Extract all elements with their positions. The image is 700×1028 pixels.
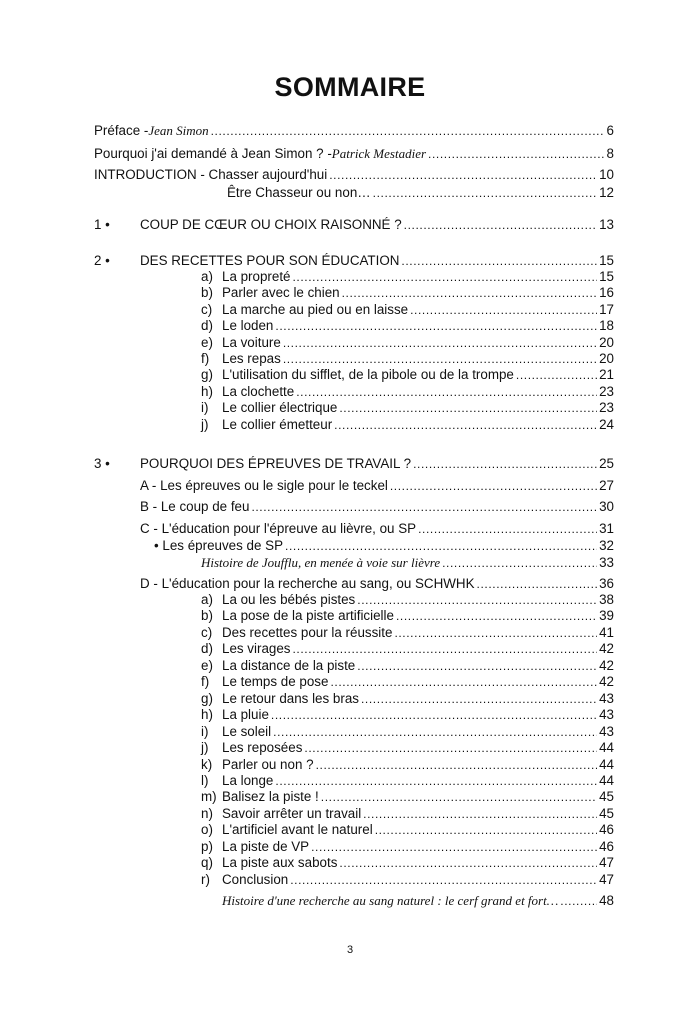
entry-label: C - L'éducation pour l'épreuve au lièvre, ou SP — [140, 521, 417, 536]
toc-item — [222, 706, 614, 723]
chapter-number: 3 • — [94, 456, 110, 471]
item-letter: j) — [201, 740, 209, 756]
entry-label: A - Les épreuves ou le sigle pour le teckel — [140, 478, 388, 493]
entry-label: Le collier émetteur — [222, 416, 333, 432]
toc-section-a — [140, 477, 614, 494]
toc-chapter-1 — [140, 216, 614, 233]
entry-page: 36 — [599, 576, 614, 591]
dot-leader — [311, 839, 597, 856]
dot-leader — [329, 167, 597, 184]
item-letter: i) — [201, 723, 209, 739]
entry-label: La ou les bébés pistes — [222, 592, 356, 607]
toc-item — [222, 788, 614, 805]
entry-page: 39 — [599, 608, 614, 624]
toc-item — [222, 301, 614, 318]
entry-page: 27 — [599, 478, 614, 493]
item-letter: b) — [201, 285, 213, 301]
dot-leader — [271, 707, 597, 724]
entry-page: 24 — [599, 416, 614, 432]
dot-leader — [285, 538, 597, 555]
item-letter: c) — [201, 624, 213, 640]
entry-label: Le loden — [222, 318, 274, 334]
item-letter: f) — [201, 674, 210, 690]
entry-author: Patrick Mestadier — [331, 146, 427, 161]
entry-label: L'utilisation du sifflet, de la pibole ou de la trompe — [222, 367, 514, 383]
item-letter: g) — [201, 367, 213, 383]
toc-story-joufflu — [201, 554, 614, 571]
toc-item — [222, 640, 614, 657]
item-letter: a) — [201, 269, 213, 284]
entry-page: 17 — [599, 301, 614, 317]
item-letter: c) — [201, 301, 213, 317]
dot-leader — [211, 123, 605, 140]
toc-section-c — [140, 520, 614, 537]
entry-label: La voiture — [222, 334, 281, 350]
item-letter: b) — [201, 608, 213, 624]
entry-page: 8 — [606, 146, 614, 161]
entry-page: 31 — [599, 521, 614, 536]
toc-entry-etre-chasseur — [227, 184, 614, 201]
item-letter: l) — [201, 772, 209, 788]
entry-page: 48 — [599, 893, 614, 908]
entry-page: 46 — [599, 838, 614, 854]
entry-label: Préface - — [94, 123, 149, 138]
toc-item — [222, 624, 614, 641]
dot-leader — [390, 478, 597, 495]
entry-page: 21 — [599, 367, 614, 383]
entry-label: Balisez la piste ! — [222, 789, 319, 805]
entry-page: 32 — [599, 538, 614, 553]
entry-page: 18 — [599, 318, 614, 334]
entry-label: Des recettes pour la réussite — [222, 624, 393, 640]
item-letter: h) — [201, 383, 213, 399]
toc-item — [222, 350, 614, 367]
toc-item — [222, 673, 614, 690]
toc-item — [222, 723, 614, 740]
item-letter: d) — [201, 318, 213, 334]
dot-leader — [428, 146, 605, 163]
entry-label: Les repas — [222, 351, 281, 366]
toc-item — [222, 399, 614, 416]
entry-page: 33 — [599, 555, 614, 570]
toc-item — [222, 317, 614, 334]
toc-item — [222, 805, 614, 822]
entry-label: La longe — [222, 772, 274, 788]
toc-item — [222, 854, 614, 871]
entry-page: 13 — [599, 217, 614, 232]
entry-label: Parler ou non ? — [222, 756, 314, 772]
dot-leader — [442, 555, 597, 572]
toc-story-cerf — [222, 892, 614, 909]
entry-page: 16 — [599, 285, 614, 301]
entry-page: 15 — [599, 269, 614, 284]
entry-label: La piste aux sabots — [222, 855, 338, 871]
dot-leader — [316, 757, 598, 774]
dot-leader — [363, 806, 597, 823]
item-letter: r) — [201, 871, 210, 887]
item-letter: a) — [201, 592, 213, 607]
toc-item — [222, 657, 614, 674]
dot-leader — [321, 789, 597, 806]
entry-page: 6 — [606, 123, 614, 138]
entry-label: Histoire de Joufflu, en menée à voie sur lièvre — [201, 555, 441, 570]
dot-leader — [304, 740, 597, 757]
entry-label: Le collier électrique — [222, 400, 338, 416]
entry-author: Jean Simon — [148, 123, 209, 138]
entry-page: 45 — [599, 805, 614, 821]
entry-label: POURQUOI DES ÉPREUVES DE TRAVAIL ? — [140, 456, 412, 471]
entry-label: La piste de VP — [222, 838, 310, 854]
toc-item — [222, 591, 614, 608]
entry-label: La distance de la piste — [222, 657, 356, 673]
entry-label: Le soleil — [222, 723, 272, 739]
entry-page: 46 — [599, 822, 614, 838]
entry-label: Le temps de pose — [222, 674, 329, 690]
dot-leader — [357, 592, 597, 609]
entry-page: 43 — [599, 723, 614, 739]
dot-leader — [560, 893, 597, 910]
dot-leader — [275, 773, 597, 790]
entry-label: Le retour dans les bras — [222, 690, 359, 706]
dot-leader — [273, 724, 597, 741]
entry-page: 10 — [599, 167, 614, 182]
entry-page: 23 — [599, 400, 614, 416]
toc-section-b — [140, 498, 614, 515]
entry-label: D - L'éducation pour la recherche au sang, ou SCHWHK — [140, 576, 475, 591]
entry-label: Les virages — [222, 641, 291, 657]
entry-page: 44 — [599, 756, 614, 772]
item-letter: f) — [201, 351, 210, 366]
entry-label: La clochette — [222, 383, 295, 399]
entry-page: 42 — [599, 657, 614, 673]
page-number: 3 — [346, 944, 354, 956]
entry-page: 20 — [599, 334, 614, 350]
dot-leader — [339, 855, 597, 872]
entry-label: L'artificiel avant le naturel — [222, 822, 373, 838]
entry-page: 43 — [599, 707, 614, 723]
toc-item — [222, 821, 614, 838]
dot-leader — [375, 822, 597, 839]
entry-label: La pose de la piste artificielle — [222, 608, 394, 624]
entry-label: INTRODUCTION - Chasser aujourd'hui — [94, 167, 328, 182]
item-letter: d) — [201, 641, 213, 657]
entry-page: 43 — [599, 690, 614, 706]
entry-page: 45 — [599, 789, 614, 805]
dot-leader — [418, 521, 597, 538]
entry-page: 30 — [599, 499, 614, 514]
toc-item — [222, 871, 614, 888]
toc-item — [222, 284, 614, 301]
dot-leader — [251, 499, 597, 516]
entry-label: Être Chasseur ou non… — [227, 185, 371, 200]
entry-page: 38 — [599, 592, 614, 607]
toc-subsection-sp — [154, 537, 614, 554]
entry-label: La marche au pied ou en laisse — [222, 301, 409, 317]
entry-label: • Les épreuves de SP — [154, 538, 284, 553]
entry-label: B - Le coup de feu — [140, 499, 250, 514]
dot-leader — [413, 456, 597, 473]
entry-page: 42 — [599, 641, 614, 657]
entry-page: 12 — [599, 185, 614, 200]
toc-entry-preface — [94, 122, 614, 139]
toc-section-d — [140, 575, 614, 592]
toc-item — [222, 739, 614, 756]
item-letter: i) — [201, 400, 209, 416]
dot-leader — [292, 641, 597, 658]
toc-item — [222, 756, 614, 773]
entry-page: 44 — [599, 740, 614, 756]
dot-leader — [361, 691, 597, 708]
dot-leader — [357, 658, 597, 675]
entry-label: COUP DE CŒUR OU CHOIX RAISONNÉ ? — [140, 217, 402, 232]
entry-label: La propreté — [222, 269, 291, 284]
entry-page: 41 — [599, 624, 614, 640]
chapter-number: 1 • — [94, 217, 110, 232]
item-letter: e) — [201, 334, 213, 350]
entry-label: Histoire d'une recherche au sang naturel : le cerf grand et fort… — [222, 893, 559, 908]
toc-item — [222, 334, 614, 351]
toc-item — [222, 268, 614, 285]
dot-leader — [394, 625, 597, 642]
item-letter: q) — [201, 855, 213, 871]
dot-leader — [404, 217, 597, 234]
toc-item — [222, 838, 614, 855]
toc-item — [222, 690, 614, 707]
dot-leader — [373, 185, 597, 202]
dot-leader — [334, 417, 597, 434]
chapter-number: 2 • — [94, 253, 110, 268]
entry-page: 23 — [599, 383, 614, 399]
item-letter: m) — [201, 789, 217, 805]
entry-label: Parler avec le chien — [222, 285, 340, 301]
toc-item — [222, 416, 614, 433]
dot-leader — [290, 872, 597, 889]
toc-chapter-2 — [140, 252, 614, 269]
toc-item — [222, 607, 614, 624]
toc-entry-introduction — [94, 166, 614, 183]
item-letter: g) — [201, 690, 213, 706]
item-letter: k) — [201, 756, 213, 772]
entry-label: La pluie — [222, 707, 269, 723]
entry-page: 47 — [599, 855, 614, 871]
dot-leader — [396, 608, 597, 625]
item-letter: j) — [201, 416, 209, 432]
item-letter: p) — [201, 838, 213, 854]
item-letter: n) — [201, 805, 213, 821]
toc-item — [222, 772, 614, 789]
toc-item — [222, 366, 614, 383]
page-title: SOMMAIRE — [274, 72, 426, 102]
item-letter: h) — [201, 707, 213, 723]
entry-page: 44 — [599, 772, 614, 788]
entry-label: DES RECETTES POUR SON ÉDUCATION — [140, 253, 400, 268]
entry-label: Les reposées — [222, 740, 303, 756]
entry-label: Pourquoi j'ai demandé à Jean Simon ? - — [94, 146, 332, 161]
toc-chapter-3 — [140, 455, 614, 472]
entry-page: 15 — [599, 253, 614, 268]
item-letter: e) — [201, 657, 213, 673]
entry-label: Conclusion — [222, 871, 289, 887]
entry-page: 20 — [599, 351, 614, 366]
dot-leader — [330, 674, 597, 691]
item-letter: o) — [201, 822, 213, 838]
entry-page: 47 — [599, 871, 614, 887]
toc-item — [222, 383, 614, 400]
toc-entry-pourquoi — [94, 145, 614, 162]
entry-page: 42 — [599, 674, 614, 690]
entry-label: Savoir arrêter un travail — [222, 805, 362, 821]
entry-page: 25 — [599, 456, 614, 471]
